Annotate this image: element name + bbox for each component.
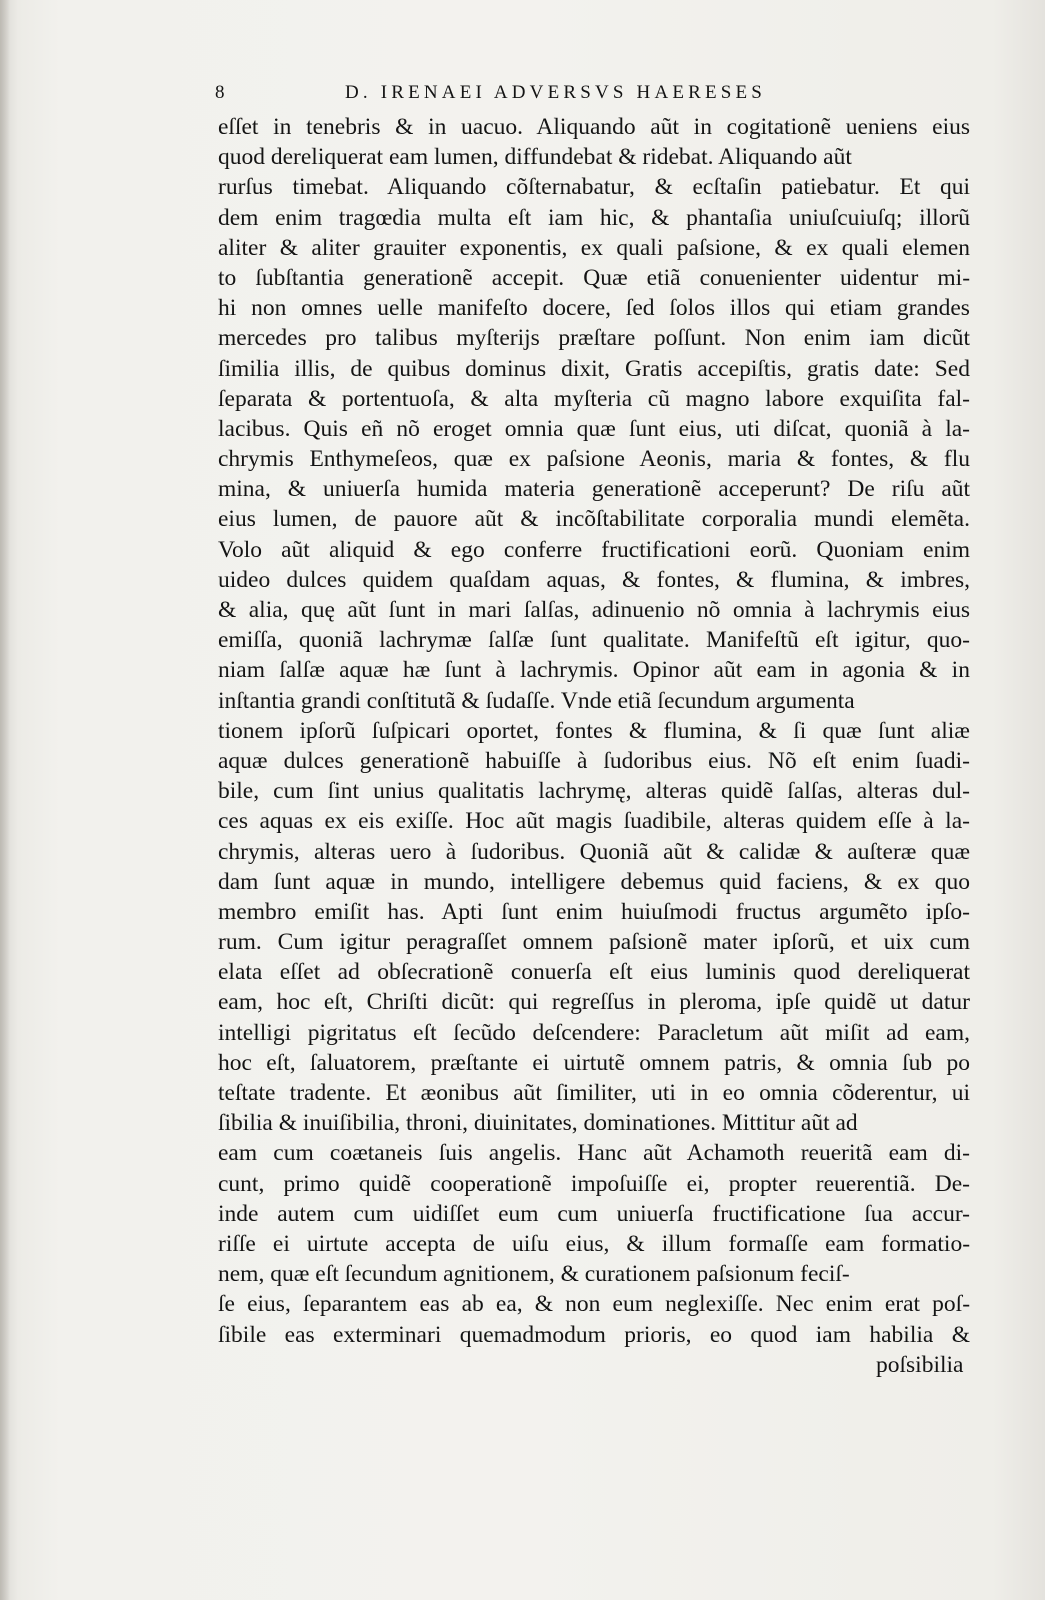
- text-line: hoc eſt, ſaluatorem, præſtante ei uirtutẽ omnem patris, & omnia ſub po: [218, 1049, 970, 1076]
- page-number: 8: [215, 82, 229, 103]
- text-line: ſeparata & portentuoſa, & alta myſteria cũ magno labore exquiſita fal-: [218, 385, 970, 412]
- text-line: ſibilia & inuiſibilia, throni, diuinitates, dominationes. Mittitur aũt ad: [218, 1110, 858, 1137]
- body-text: [218, 112, 970, 1350]
- text-line: hi non omnes uelle manifeſto docere, ſed ſolos illos qui etiam grandes: [218, 295, 970, 322]
- running-head: [215, 82, 815, 110]
- text-line: & alia, quę aũt ſunt in mari ſalſas, adinuenio nõ omnia à lachrymis eius: [218, 597, 970, 623]
- text-line: cunt, primo quidẽ cooperationẽ impoſuiſſe ei, propter reuerentiã. De-: [218, 1170, 971, 1197]
- text-line: dem enim tragœdia multa eſt iam hic, & phantaſia uniuſcuiuſq; illorũ: [218, 204, 971, 231]
- text-line: Volo aũt aliquid & ego conferre fructificationi eorũ. Quoniam enim: [218, 536, 971, 563]
- text-line: eam cum coætaneis ſuis angelis. Hanc aũt Achamoth reueritã eam di-: [218, 1140, 970, 1167]
- page-gutter-shadow: [0, 0, 10, 1600]
- text-line: emiſſa, quoniã lachrymæ ſalſæ ſunt qualitate. Manifeſtũ eſt igitur, quo-: [218, 627, 970, 654]
- text-line: tionem ipſorũ ſuſpicari oportet, fontes & flumina, & ſi quæ ſunt aliæ: [218, 717, 970, 744]
- text-line: teſtate tradente. Et æonibus aũt ſimiliter, uti in eo omnia cõderentur, ui: [218, 1080, 971, 1106]
- text-line: rurſus timebat. Aliquando cõſternabatur, & ecſtaſin patiebatur. Et qui: [218, 174, 971, 201]
- text-line: uideo dulces quidem quaſdam aquas, & fontes, & flumina, & imbres,: [218, 566, 971, 593]
- text-line: chrymis Enthymeſeos, quæ ex paſsione Aeonis, maria & fontes, & flu: [218, 446, 971, 473]
- text-line: membro emiſit has. Apti ſunt enim huiuſmodi fructus argumẽto ipſo-: [218, 898, 970, 925]
- text-line: elata eſſet ad obſecrationẽ conuerſa eſt eius luminis quod dereliquerat: [218, 959, 970, 986]
- text-line: bile, cum ſint unius qualitatis lachrymę, alteras quidẽ ſalſas, alteras dul-: [218, 778, 971, 805]
- text-line: nem, quæ eſt ſecundum agnitionem, & curationem paſsionum feciſ-: [218, 1261, 850, 1288]
- text-line: intelligi pigritatus eſt ſecũdo deſcendere: Paracletum aũt miſit ad eam,: [218, 1019, 971, 1046]
- text-line: chrymis, alteras uero à ſudoribus. Quoniã aũt & calidæ & auſteræ quæ: [218, 838, 971, 865]
- text-line: dam ſunt aquæ in mundo, intelligere debemus quid faciens, & ex quo: [218, 868, 971, 895]
- text-line: rum. Cum igitur peragraſſet omnem paſsionẽ mater ipſorũ, et uix cum: [218, 929, 971, 956]
- text-line: mina, & uniuerſa humida materia generationẽ acceperunt? De riſu aũt: [218, 476, 971, 503]
- text-line: ſibile eas exterminari quemadmodum prioris, eo quod iam habilia &: [218, 1321, 970, 1348]
- text-line: inde autem cum uidiſſet eum cum uniuerſa fructificatione ſua accur-: [218, 1200, 971, 1227]
- text-line: riſſe ei uirtute accepta de uiſu eius, & illum formaſſe eam formatio-: [218, 1230, 971, 1257]
- text-line: quod dereliquerat eam lumen, diffundebat & ridebat. Aliquando aũt: [218, 144, 852, 171]
- text-line: aliter & aliter grauiter exponentis, ex quali paſsione, & ex quali elemen: [218, 234, 971, 261]
- text-line: eius lumen, de pauore aũt & incõſtabilitate corporalia mundi elemẽta.: [218, 506, 970, 533]
- running-title: D. IRENAEI ADVERSVS HAERESES: [345, 82, 767, 103]
- catchword: poſsibilia: [876, 1352, 964, 1378]
- text-line: mercedes pro talibus myſterijs præſtare poſſunt. Non enim iam dicũt: [218, 325, 971, 352]
- text-line: eam, hoc eſt, Chriſti dicũt: qui regreſſus in pleroma, ipſe quidẽ ut datur: [218, 989, 970, 1016]
- text-line: lacibus. Quis eñ nõ eroget omnia quæ ſunt eius, uti diſcat, quoniã à la-: [218, 415, 970, 442]
- text-line: inſtantia grandi conſtitutã & ſudaſſe. Vnde etiã ſecundum argumenta: [218, 687, 855, 714]
- text-line: ces aquas ex eis exiſſe. Hoc aũt magis ſuadibile, alteras quidem eſſe à la-: [218, 808, 970, 835]
- text-line: aquæ dulces generationẽ habuiſſe à ſudoribus eius. Nõ eſt enim ſuadi-: [218, 747, 970, 774]
- text-line: eſſet in tenebris & in uacuo. Aliquando aũt in cogitationẽ ueniens eius: [218, 114, 971, 140]
- text-line: ſe eius, ſeparantem eas ab ea, & non eum neglexiſſe. Nec enim erat poſ-: [218, 1291, 971, 1318]
- text-line: to ſubſtantia generationẽ accepit. Quæ etiã conuenienter uidentur mi-: [218, 264, 971, 291]
- text-line: ſimilia illis, de quibus dominus dixit, Gratis accepiſtis, gratis date: Sed: [218, 355, 970, 382]
- text-line: niam ſalſæ aquæ hæ ſunt à lachrymis. Opinor aũt eam in agonia & in: [218, 657, 970, 684]
